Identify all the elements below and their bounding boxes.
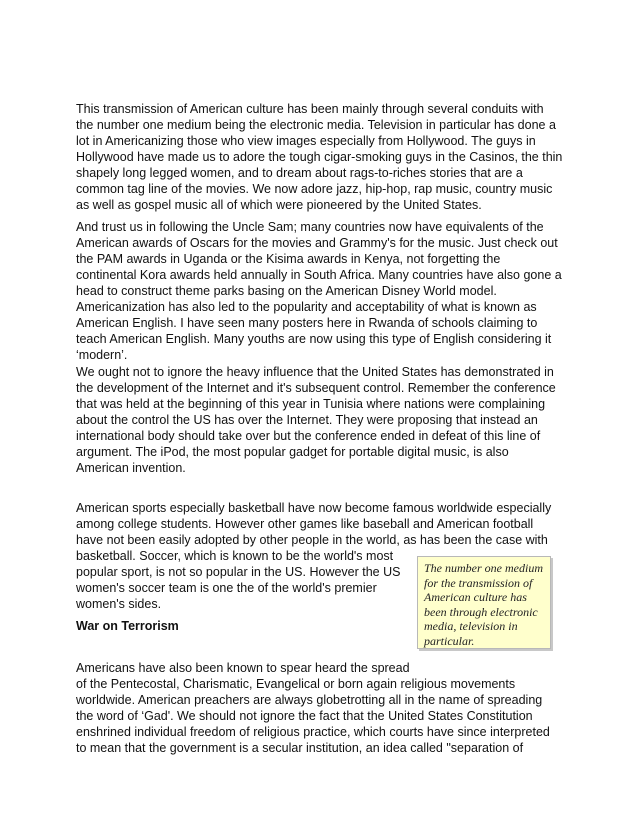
text-line: that was held at the beginning of this year in Tunisia where nations were complaining xyxy=(76,397,546,411)
text-line: lot in Americanizing those who view images especially from Hollywood. The guys in xyxy=(76,134,536,148)
text-line: American awards of Oscars for the movies and Grammy's for the music. Just check out xyxy=(76,236,558,250)
text-line: Hollywood have made us to adore the tough cigar-smoking guys in the Casinos, the thin xyxy=(76,150,563,164)
text-line: the number one medium being the electronic media. Television in particular has done a xyxy=(76,118,556,132)
pull-quote-line: The number one medium xyxy=(424,561,543,575)
text-line: Americanization has also led to the popularity and acceptability of what is known as xyxy=(76,300,537,314)
text-line: We ought not to ignore the heavy influence that the United States has demonstrated in xyxy=(76,365,554,379)
text-line: This transmission of American culture has been mainly through several conduits with xyxy=(76,102,544,116)
text-line: shapely long legged women, and to dream about rags-to-riches stories that are a xyxy=(76,166,523,180)
text-line: among college students. However other games like baseball and American football xyxy=(76,517,534,531)
text-line: teach American English. Many youths are now using this type of English considering it xyxy=(76,332,552,346)
text-line: argument. The iPod, the most popular gadget for portable digital music, is also xyxy=(76,445,509,459)
text-line: popular sport, is not so popular in the US. However the US xyxy=(76,565,401,579)
text-line: the development of the Internet and it's subsequent control. Remember the conference xyxy=(76,381,556,395)
text-line: worldwide. American preachers are always globetrotting all in the name of spreading xyxy=(76,693,543,707)
text-line: the PAM awards in Uganda or the Kisima awards in Kenya, not forgetting the xyxy=(76,252,501,266)
pull-quote-line: American culture has xyxy=(424,590,527,605)
text-line: basketball. Soccer, which is known to be the world's most xyxy=(76,549,394,563)
text-line: the word of ‘Gad'. We should not ignore the fact that the United States Constitution xyxy=(76,709,533,723)
paragraph-awards-and-english xyxy=(76,219,562,363)
text-line: women's soccer team is one the of the world's premier xyxy=(76,581,377,595)
text-line: as well as gospel music all of which were pioneered by the United States. xyxy=(76,198,482,212)
text-line: common tag line of the movies. We now adore jazz, hip-hop, rap music, country music xyxy=(76,182,553,196)
paragraph-american-culture-media xyxy=(76,101,562,213)
text-line: ‘modern’. xyxy=(76,348,128,362)
text-line: Americans have also been known to spear heard the spread xyxy=(76,661,410,675)
pull-quote-line: been through electronic xyxy=(424,604,538,619)
text-line: about the control the US has over the Internet. They were proposing that instead an xyxy=(76,413,538,427)
pull-quote-line: media, television in xyxy=(424,619,518,634)
text-line: international body should take over but the conference ended in defeat of this line of xyxy=(76,429,541,443)
paragraph-religious-movements xyxy=(76,660,550,756)
pull-quote-line: particular. xyxy=(424,633,475,648)
text-line: of the Pentecostal, Charismatic, Evangelical or born again religious movements xyxy=(76,677,516,691)
text-line: continental Kora awards held annually in South Africa. Many countries have also gone a xyxy=(76,268,562,282)
section-heading-war-on-terrorism: War on Terrorism xyxy=(76,619,179,633)
text-line: American English. I have seen many posters here in Rwanda of schools claiming to xyxy=(76,316,538,330)
text-line: to mean that the government is a secular institution, an idea called "separation of xyxy=(76,741,524,755)
pull-quote-line: for the transmission of xyxy=(424,575,533,590)
text-line: And trust us in following the Uncle Sam; many countries now have equivalents of the xyxy=(76,220,544,234)
text-line: head to construct theme parks basing on the American Disney World model. xyxy=(76,284,497,298)
text-line: enshrined individual freedom of religious practice, which courts have since interpreted xyxy=(76,725,550,739)
text-line: have not been easily adopted by other people in the world, as has been the case with xyxy=(76,533,548,547)
pull-quote-box xyxy=(417,556,551,649)
text-line: women's sides. xyxy=(76,597,162,611)
text-line: American sports especially basketball have now become famous worldwide especially xyxy=(76,501,552,515)
paragraph-internet-influence xyxy=(76,364,556,476)
text-line: American invention. xyxy=(76,461,186,475)
